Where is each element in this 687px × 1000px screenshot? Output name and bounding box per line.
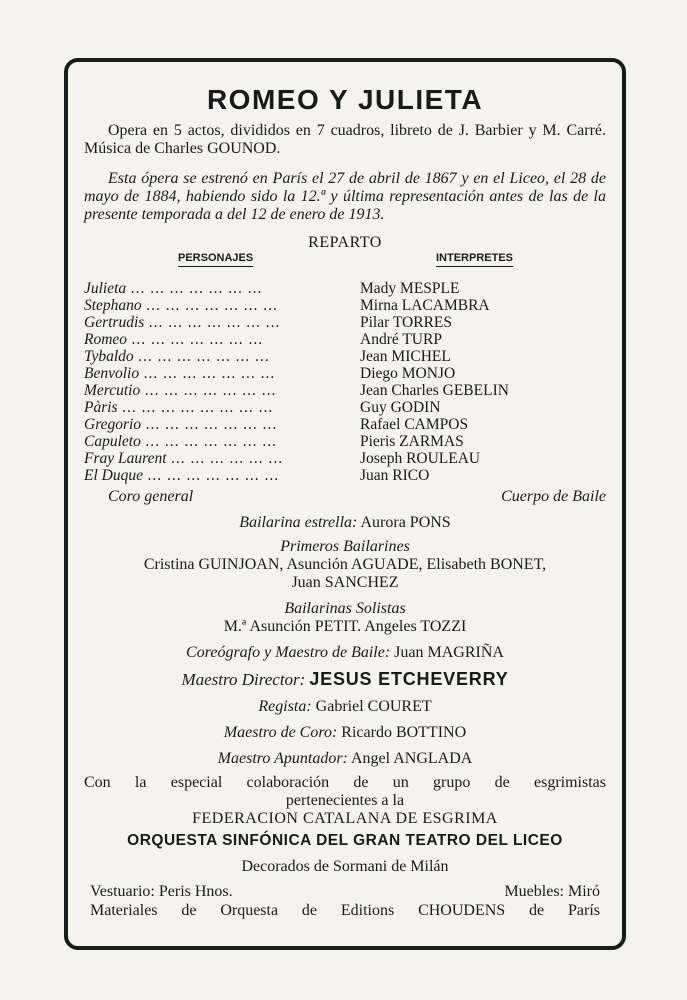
bailarinas-solistas-label: Bailarinas Solistas: [284, 600, 406, 617]
actor-name: Mady MESPLE: [360, 280, 460, 297]
opera-intro: Opera en 5 actos, divididos en 7 cuadros, libreto de J. Barbier y M. Carré. Música de Charles GOUNOD.: [84, 122, 606, 157]
cast-row: Benvolio ... ... ... ... ... ... ... Diego MONJO: [84, 365, 456, 382]
actor-name: Juan RICO: [360, 467, 430, 484]
personajes-header: PERSONAJES: [178, 252, 253, 267]
bailarina-estrella: Bailarina estrella: Aurora PONS: [239, 514, 451, 531]
role-name: Romeo: [84, 331, 128, 348]
role-name: El Duque: [84, 467, 143, 484]
role-name: Capuleto: [84, 433, 141, 450]
esgrima-line-1: Con la especial colaboración de un grupo de esgrimistas: [84, 774, 606, 791]
cast-row: Fray Laurent ... ... ... ... ... ... Joseph ROULEAU: [84, 450, 481, 467]
actor-name: Diego MONJO: [360, 365, 456, 382]
actor-name: Jean Charles GEBELIN: [360, 382, 509, 399]
opera-title: ROMEO Y JULIETA: [206, 84, 484, 115]
decorados: Decorados de Sormani de Milán: [241, 858, 449, 875]
cast-row: El Duque ... ... ... ... ... ... ... Juan RICO: [84, 467, 430, 484]
actor-name: Guy GODIN: [360, 399, 441, 416]
muebles: Muebles: Miró: [504, 883, 600, 900]
reparto-heading: REPARTO: [308, 234, 382, 251]
maestro-apuntador: Maestro Apuntador: Angel ANGLADA: [217, 750, 473, 767]
actor-name: Rafael CAMPOS: [360, 416, 469, 433]
program-content: [84, 80, 606, 920]
cast-row: Stephano ... ... ... ... ... ... ... Mirna LACAMBRA: [84, 297, 490, 314]
cast-row: Mercutio ... ... ... ... ... ... ... Jean Charles GEBELIN: [84, 382, 509, 399]
primeros-bailarines-names-2: Juan SANCHEZ: [291, 574, 399, 591]
bailarinas-solistas-names: M.ª Asunción PETIT. Angeles TOZZI: [223, 618, 467, 635]
cast-row: Romeo ... ... ... ... ... ... ... André TURP: [84, 331, 442, 348]
role-name: Fray Laurent: [84, 450, 167, 467]
actor-name: André TURP: [360, 331, 442, 348]
role-name: Mercutio: [84, 382, 141, 399]
actor-name: Mirna LACAMBRA: [360, 297, 490, 314]
role-name: Pàris: [84, 399, 118, 416]
cuerpo-de-baile: Cuerpo de Baile: [501, 488, 606, 505]
esgrima-line-2: pertenecientes a la: [285, 792, 405, 809]
cast-column-headers: [84, 252, 606, 274]
actor-name: Pilar TORRES: [360, 314, 453, 331]
interpretes-header: INTERPRETES: [436, 252, 513, 267]
esgrima-federacion: FEDERACION CATALANA DE ESGRIMA: [192, 810, 498, 827]
role-name: Julieta: [84, 280, 127, 297]
vestuario: Vestuario: Peris Hnos.: [90, 883, 233, 900]
coro-general: Coro general: [108, 488, 194, 505]
actor-name: Jean MICHEL: [360, 348, 451, 365]
primeros-bailarines-names: Cristina GUINJOAN, Asunción AGUADE, Elisabeth BONET,: [143, 556, 547, 573]
vestuario-muebles-row: [84, 882, 606, 902]
materiales: Materiales de Orquesta de Editions CHOUDENS de París: [90, 902, 600, 919]
chorus-ballet-row: [108, 488, 606, 506]
coreografo: Coreógrafo y Maestro de Baile: Juan MAGRIÑA: [186, 644, 504, 661]
role-name: Tybaldo: [84, 348, 134, 365]
role-name: Gertrudis: [84, 314, 145, 331]
role-name: Stephano: [84, 297, 142, 314]
actor-name: Joseph ROULEAU: [360, 450, 481, 467]
regista: Regista: Gabriel COURET: [258, 698, 432, 715]
cast-row: Julieta ... ... ... ... ... ... ... Mady MESPLE: [84, 280, 460, 297]
orquesta-line: ORQUESTA SINFÓNICA DEL GRAN TEATRO DEL LICEO: [127, 832, 563, 849]
actor-name: Pieris ZARMAS: [360, 433, 464, 450]
cast-list: [84, 280, 606, 484]
premiere-note: Esta ópera se estrenó en París el 27 de abril de 1867 y en el Liceo, el 28 de mayo de 1884, habiendo sido la 12.ª y última representación antes de las de la presente temporada a del 12 de enero de 1913.: [84, 170, 606, 223]
maestro-de-coro: Maestro de Coro: Ricardo BOTTINO: [223, 724, 467, 741]
cast-row: Gregorio ... ... ... ... ... ... ... Rafael CAMPOS: [84, 416, 469, 433]
role-name: Gregorio: [84, 416, 142, 433]
primeros-bailarines-label: Primeros Bailarines: [280, 538, 410, 555]
cast-row: Pàris ... ... ... ... ... ... ... ... Guy GODIN: [84, 399, 441, 416]
cast-row: Capuleto ... ... ... ... ... ... ... Pieris ZARMAS: [84, 433, 464, 450]
cast-row: Tybaldo ... ... ... ... ... ... ... Jean MICHEL: [84, 348, 451, 365]
role-name: Benvolio: [84, 365, 140, 382]
maestro-director: Maestro Director: JESUS ETCHEVERRY: [181, 669, 509, 689]
cast-row: Gertrudis ... ... ... ... ... ... ... Pilar TORRES: [84, 314, 453, 331]
